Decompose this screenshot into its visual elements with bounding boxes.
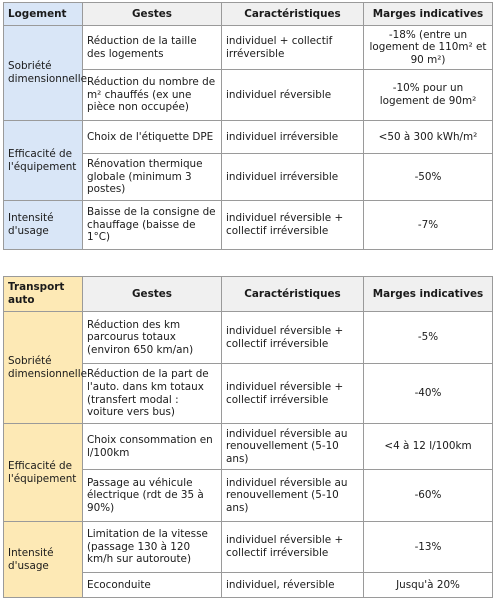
column-header-caracteristiques: Caractéristiques	[222, 277, 364, 312]
marge-cell: -5%	[364, 312, 493, 364]
table-header-row	[4, 277, 493, 312]
marge-cell: -7%	[364, 201, 493, 250]
group-label: Intensité d'usage	[4, 201, 83, 250]
geste-cell: Passage au véhicule électrique (rdt de 35 à 90%)	[83, 470, 222, 522]
column-header-gestes: Gestes	[83, 277, 222, 312]
category-header: Logement	[4, 3, 83, 26]
column-header-marges: Marges indicatives	[364, 3, 493, 26]
geste-cell: Limitation de la vitesse (passage 130 à 120 km/h sur autoroute)	[83, 522, 222, 573]
caracteristiques-cell: individuel réversible + collectif irréversible	[222, 312, 364, 364]
geste-cell: Réduction des km parcourus totaux (environ 650 km/an)	[83, 312, 222, 364]
column-header-marges: Marges indicatives	[364, 277, 493, 312]
marge-cell: -13%	[364, 522, 493, 573]
group-label: Sobriété dimensionnelle	[4, 26, 83, 121]
category-header: Transport auto	[4, 277, 83, 312]
geste-cell: Ecoconduite	[83, 573, 222, 598]
column-header-gestes: Gestes	[83, 3, 222, 26]
marge-cell: -10% pour un logement de 90m²	[364, 70, 493, 121]
geste-cell: Réduction de la part de l'auto. dans km totaux (transfert modal : voiture vers bus)	[83, 364, 222, 424]
table-row	[4, 121, 493, 154]
marge-cell: -18% (entre un logement de 110m² et 90 m²)	[364, 26, 493, 70]
logement-table	[3, 2, 493, 250]
geste-cell: Choix de l'étiquette DPE	[83, 121, 222, 154]
marge-cell: -40%	[364, 364, 493, 424]
caracteristiques-cell: individuel réversible au renouvellement (5-10 ans)	[222, 424, 364, 470]
marge-cell: <50 à 300 kWh/m²	[364, 121, 493, 154]
group-label: Efficacité de l'équipement	[4, 424, 83, 522]
geste-cell: Rénovation thermique globale (minimum 3 postes)	[83, 154, 222, 201]
marge-cell: -50%	[364, 154, 493, 201]
table-row	[4, 26, 493, 70]
group-label: Sobriété dimensionnelle	[4, 312, 83, 424]
marge-cell: -60%	[364, 470, 493, 522]
caracteristiques-cell: individuel réversible + collectif irréversible	[222, 364, 364, 424]
table-header-row	[4, 3, 493, 26]
table-row	[4, 201, 493, 250]
column-header-caracteristiques: Caractéristiques	[222, 3, 364, 26]
geste-cell: Réduction du nombre de m² chauffés (ex une pièce non occupée)	[83, 70, 222, 121]
caracteristiques-cell: individuel, réversible	[222, 573, 364, 598]
table-row	[4, 522, 493, 573]
caracteristiques-cell: individuel + collectif irréversible	[222, 26, 364, 70]
group-label: Efficacité de l'équipement	[4, 121, 83, 201]
table-row	[4, 424, 493, 470]
marge-cell: <4 à 12 l/100km	[364, 424, 493, 470]
caracteristiques-cell: individuel irréversible	[222, 154, 364, 201]
table-row	[4, 312, 493, 364]
group-label: Intensité d'usage	[4, 522, 83, 598]
caracteristiques-cell: individuel irréversible	[222, 121, 364, 154]
caracteristiques-cell: individuel réversible + collectif irréversible	[222, 201, 364, 250]
caracteristiques-cell: individuel réversible	[222, 70, 364, 121]
geste-cell: Réduction de la taille des logements	[83, 26, 222, 70]
geste-cell: Baisse de la consigne de chauffage (baisse de 1°C)	[83, 201, 222, 250]
caracteristiques-cell: individuel réversible au renouvellement (5-10 ans)	[222, 470, 364, 522]
caracteristiques-cell: individuel réversible + collectif irréversible	[222, 522, 364, 573]
marge-cell: Jusqu'à 20%	[364, 573, 493, 598]
transport-table	[3, 276, 493, 598]
geste-cell: Choix consommation en l/100km	[83, 424, 222, 470]
